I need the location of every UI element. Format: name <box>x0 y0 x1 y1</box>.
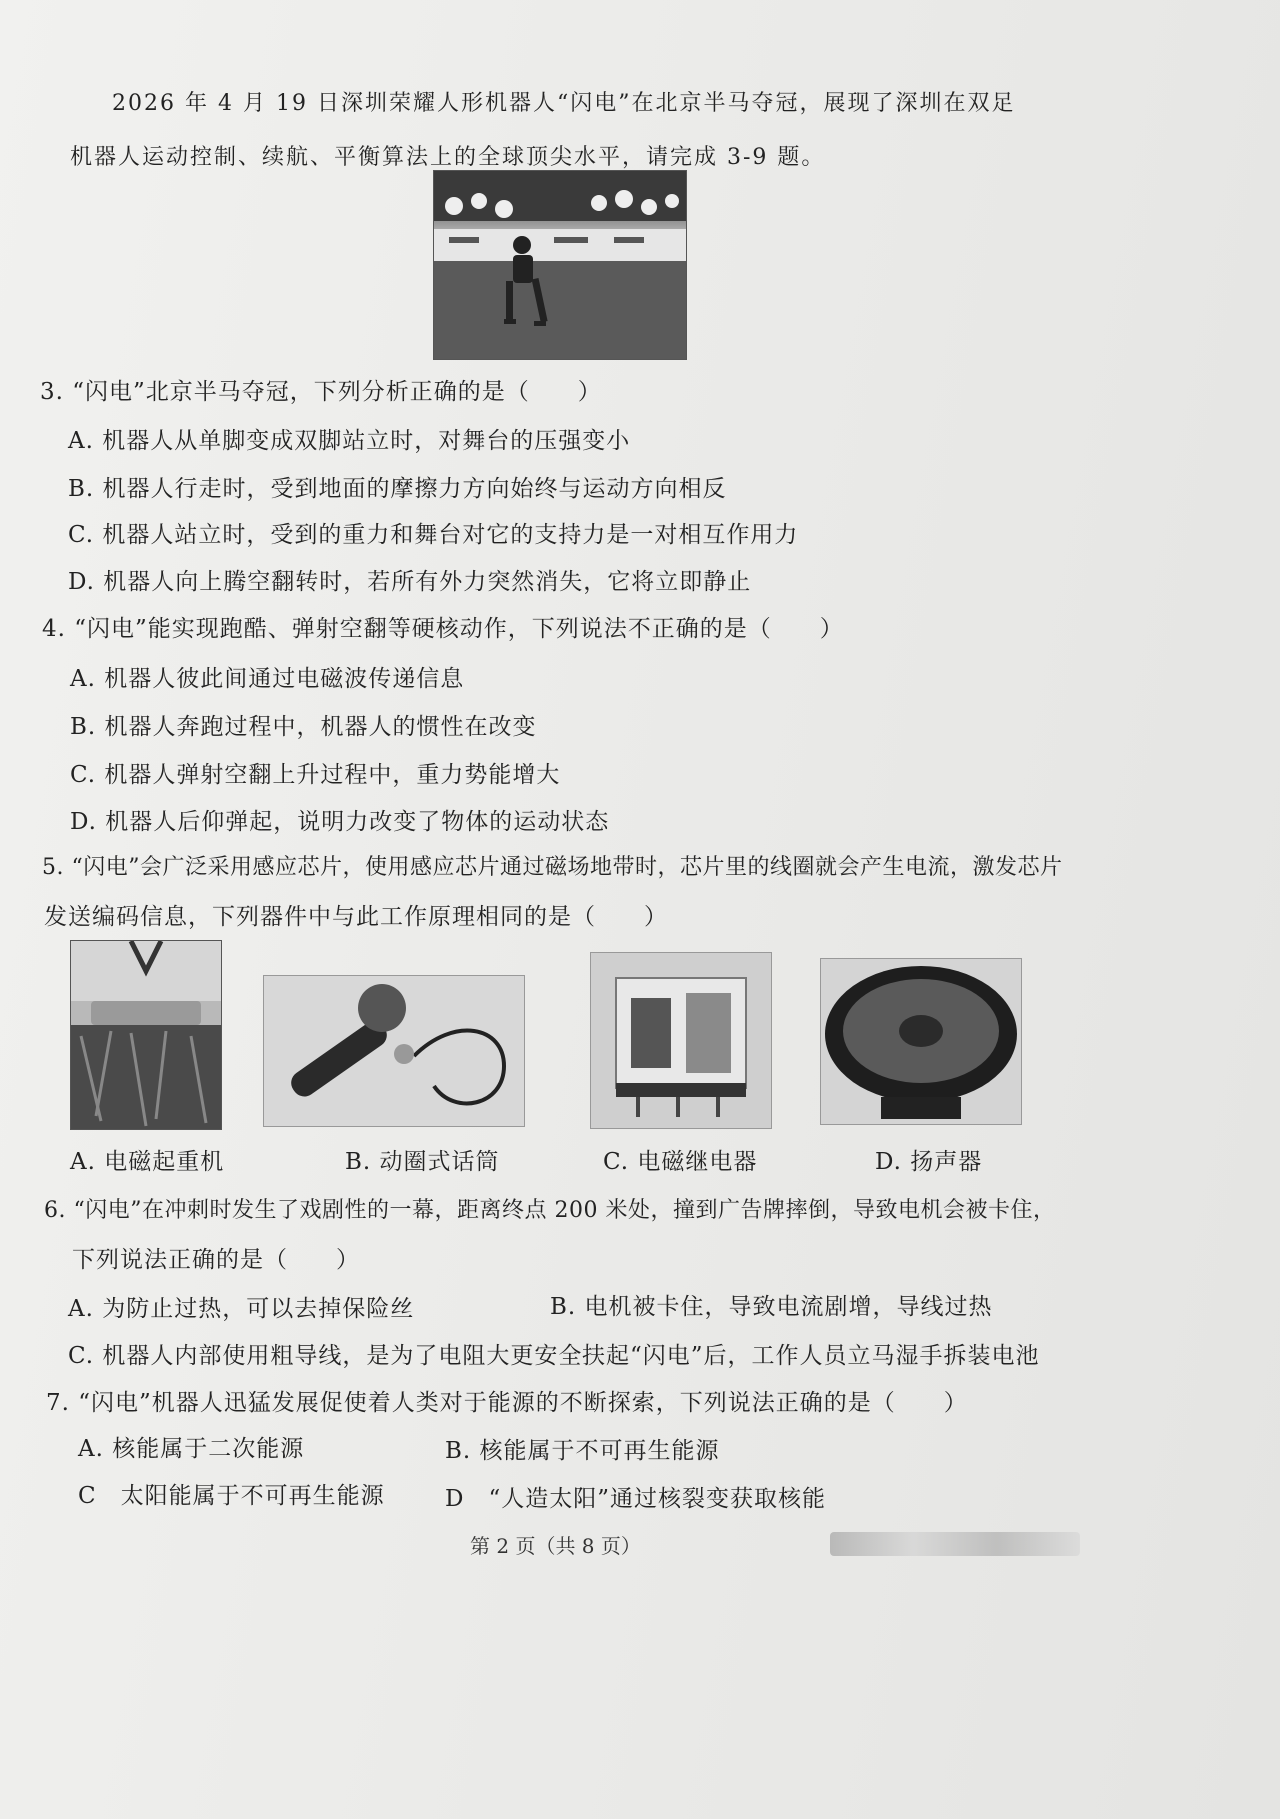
option-a-caption: A. 电磁起重机 <box>70 1149 225 1175</box>
question-3-option-c: C. 机器人站立时，受到的重力和舞台对它的支持力是一对相互作用力 <box>68 522 799 548</box>
question-5-stem-line-2: 发送编码信息，下列器件中与此工作原理相同的是（ ） <box>44 904 668 930</box>
page-number: 第 2 页（共 8 页） <box>470 1534 641 1558</box>
option-b-caption: B. 动圈式话筒 <box>345 1149 500 1175</box>
question-4-option-b: B. 机器人奔跑过程中，机器人的惯性在改变 <box>70 714 537 740</box>
question-6-stem-line-1: 6. “闪电”在冲刺时发生了戏剧性的一幕，距离终点 200 米处，撞到广告牌摔倒，导致电机会被卡住， <box>44 1198 1056 1223</box>
question-6-stem-line-2: 下列说法正确的是（ ） <box>72 1247 360 1273</box>
question-3-option-b: B. 机器人行走时，受到地面的摩擦力方向始终与运动方向相反 <box>68 476 727 502</box>
option-d-caption: D. 扬声器 <box>875 1149 983 1175</box>
question-7-option-a: A. 核能属于二次能源 <box>78 1436 305 1462</box>
electromagnetic-crane-image <box>70 940 222 1130</box>
question-4-option-d: D. 机器人后仰弹起，说明力改变了物体的运动状态 <box>70 809 610 835</box>
question-4-option-a: A. 机器人彼此间通过电磁波传递信息 <box>70 666 465 692</box>
question-7-option-b: B. 核能属于不可再生能源 <box>445 1438 720 1464</box>
question-6-option-b: B. 电机被卡住，导致电流剧增，导线过热 <box>550 1294 993 1320</box>
question-4-stem: 4. “闪电”能实现跑酷、弹射空翻等硬核动作，下列说法不正确的是（ ） <box>42 616 844 642</box>
question-6-option-d: 扶起“闪电”后，工作人员立马湿手拆装电池 <box>582 1343 1040 1369</box>
question-5-stem-line-1: 5. “闪电”会广泛采用感应芯片，使用感应芯片通过磁场地带时，芯片里的线圈就会产生电流，激发芯片 <box>42 855 1063 880</box>
dynamic-microphone-image <box>263 975 525 1127</box>
intro-line-2: 机器人运动控制、续航、平衡算法上的全球顶尖水平，请完成 3-9 题。 <box>70 145 826 170</box>
question-7-option-c: C 太阳能属于不可再生能源 <box>78 1483 385 1509</box>
question-6-option-a: A. 为防止过热，可以去掉保险丝 <box>68 1296 415 1322</box>
question-4-option-c: C. 机器人弹射空翻上升过程中，重力势能增大 <box>70 762 561 788</box>
electromagnetic-relay-image <box>590 952 772 1129</box>
question-3-option-a: A. 机器人从单脚变成双脚站立时，对舞台的压强变小 <box>68 428 631 454</box>
question-7-stem: 7. “闪电”机器人迅猛发展促使着人类对于能源的不断探索，下列说法正确的是（ ） <box>46 1390 968 1416</box>
question-6-option-c: C. 机器人内部使用粗导线，是为了电阻大更安全 <box>68 1343 583 1369</box>
blurred-stamp <box>830 1532 1080 1556</box>
question-3-option-d: D. 机器人向上腾空翻转时，若所有外力突然消失，它将立即静止 <box>68 569 752 595</box>
question-7-option-d: D “人造太阳”通过核裂变获取核能 <box>445 1486 826 1512</box>
loudspeaker-image <box>820 958 1022 1125</box>
option-c-caption: C. 电磁继电器 <box>603 1149 758 1175</box>
question-3-stem: 3. “闪电”北京半马夺冠，下列分析正确的是（ ） <box>40 379 602 405</box>
intro-line-1: 2026 年 4 月 19 日深圳荣耀人形机器人“闪电”在北京半马夺冠，展现了深圳在双足 <box>112 91 1016 116</box>
robot-race-photo <box>433 170 687 360</box>
